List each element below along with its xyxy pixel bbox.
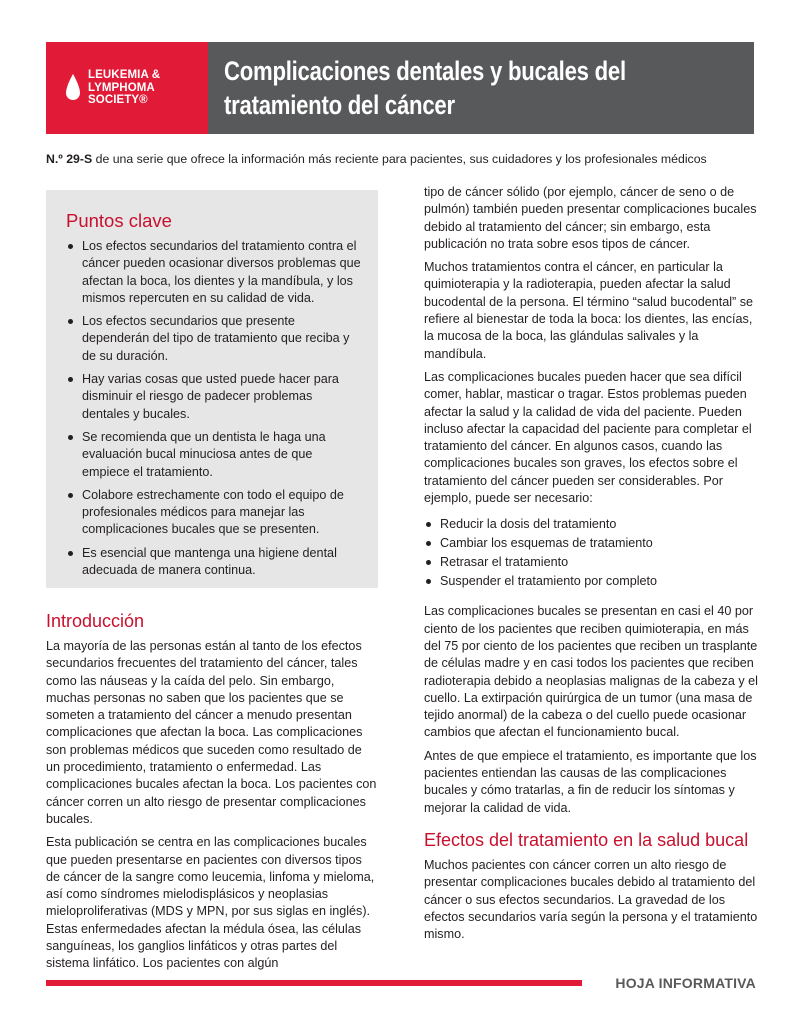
body-paragraph: Muchos tratamientos contra el cáncer, en particular la quimioterapia y la radioterapia, pueden afectar la salud bucodental de la persona. El término “salud bucodental” se refiere al bienestar de toda la boca: los dientes, las encías, la mucosa de la boca, las glándulas salivales y la mandíbula. (424, 260, 754, 361)
lls-logo (46, 42, 208, 134)
body-paragraph: Antes de que empiece el tratamiento, es importante que los pacientes entiendan las causas de las complicaciones bucales y cómo tratarlas, a fin de reducir los síntomas y mejorar la calidad de vida. (424, 748, 757, 815)
intro-heading: Introducción (46, 611, 145, 631)
left-column (46, 610, 378, 979)
key-point-item: Se recomienda que un dentista le haga una evaluación bucal minuciosa antes de que empiece el tratamiento. (66, 429, 362, 481)
effects-paragraph: Muchos pacientes con cáncer corren un alto riesgo de presentar complicaciones bucales debido al tratamiento del cáncer o sus efectos secundarios. La gravedad de los efectos secundarios varía según la persona y el tratamiento mismo. (424, 857, 758, 942)
body-paragraph: tipo de cáncer sólido (por ejemplo, cáncer de seno o de pulmón) también pueden presentar complicaciones bucales debido al tratamiento del cáncer; sin embargo, esta publicación no trata sobre esos tipos de cáncer. (424, 185, 757, 251)
footer-bar (46, 980, 582, 986)
list-item: Reducir la dosis del tratamiento (424, 515, 758, 534)
effects-heading: Efectos del tratamiento en la salud bucal (424, 829, 749, 850)
key-points-title: Puntos clave (66, 210, 172, 231)
key-points-box (46, 190, 378, 588)
body-paragraph: Las complicaciones bucales se presentan en casi el 40 por ciento de los pacientes que reciben quimioterapia, en más del 75 por ciento de los pacientes que reciben un trasplante de células madre y en casi todos los pacientes que reciben radioterapia debido a neoplasias malignas de la cabeza y el cuello. La extirpación quirúrgica de un tumor (una masa de tejido anormal) de la cabeza o del cuello puede ocasionar cambios que afectan el funcionamiento bucal. (424, 604, 758, 740)
list-item: Suspender el tratamiento por completo (424, 572, 758, 591)
series-number: N.º 29-S (46, 152, 93, 166)
series-line (46, 152, 766, 167)
body-paragraph: Las complicaciones bucales pueden hacer que sea difícil comer, hablar, masticar o tragar. Estos problemas pueden afectar la salud y la calidad de vida del paciente. Pueden incluso afectar la capacidad del paciente para completar el tratamiento del cáncer. En algunos casos, cuando las complicaciones bucales son graves, los efectos sobre el tratamiento del cáncer pueden ser considerables. Por ejemplo, puede ser necesario: (424, 369, 752, 506)
logo-line: LYMPHOMA (88, 81, 155, 94)
key-point-item: Colabore estrechamente con todo el equipo de profesionales médicos para manejar las complicaciones bucales que se presenten. (66, 487, 362, 539)
logo-text (88, 69, 160, 107)
fact-sheet-label: HOJA INFORMATIVA (615, 975, 756, 991)
logo-line: LEUKEMIA & (88, 69, 161, 82)
right-column (424, 184, 758, 949)
intro-paragraph: Esta publicación se centra en las complicaciones bucales que pueden presentarse en pacientes con diversos tipos de cáncer de la sangre como leucemia, linfoma y mieloma, así como síndromes mielodisplásicos y neoplasias mieloproliferativas (MDS y MPN, por sus siglas en inglés). Estas enfermedades afectan la médula ósea, las células sanguíneas, los ganglios linfáticos y otras partes del sistema linfático. Los pacientes con algún (46, 835, 375, 971)
drop-icon (66, 74, 80, 102)
logo-line: SOCIETY® (88, 94, 148, 107)
key-point-item: Los efectos secundarios que presente dependerán del tipo de tratamiento que reciba y de su duración. (66, 313, 362, 365)
key-point-item: Es esencial que mantenga una higiene dental adecuada de manera continua. (66, 545, 362, 580)
list-item: Cambiar los esquemas de tratamiento (424, 534, 758, 553)
key-points-list (66, 238, 362, 579)
key-point-item: Hay varias cosas que usted puede hacer para disminuir el riesgo de padecer problemas dentales y bucales. (66, 371, 362, 423)
title-banner (208, 42, 754, 134)
list-item: Retrasar el tratamiento (424, 553, 758, 572)
treatment-changes-list (424, 515, 758, 591)
page-title: Complicaciones dentales y bucales del tratamiento del cáncer (224, 56, 626, 120)
key-point-item: Los efectos secundarios del tratamiento contra el cáncer pueden ocasionar diversos problemas que afectan la boca, los dientes y la mandíbula, y los mismos repercuten en su calidad de vida. (66, 238, 362, 307)
intro-paragraph: La mayoría de las personas están al tanto de los efectos secundarios frecuentes del tratamiento del cáncer, tales como las náuseas y la caída del pelo. Sin embargo, muchas personas no saben que los pacientes que se someten a tratamiento del cáncer a menudo presentan complicaciones que afectan la boca. Las complicaciones son problemas médicos que suceden como resultado de un procedimiento, tratamiento o enfermedad. Las complicaciones bucales afectan la boca. Los pacientes con cáncer corren un alto riesgo de presentar complicaciones bucales. (46, 639, 377, 826)
series-description: de una serie que ofrece la información más reciente para pacientes, sus cuidadores y los profesionales médicos (92, 152, 707, 166)
